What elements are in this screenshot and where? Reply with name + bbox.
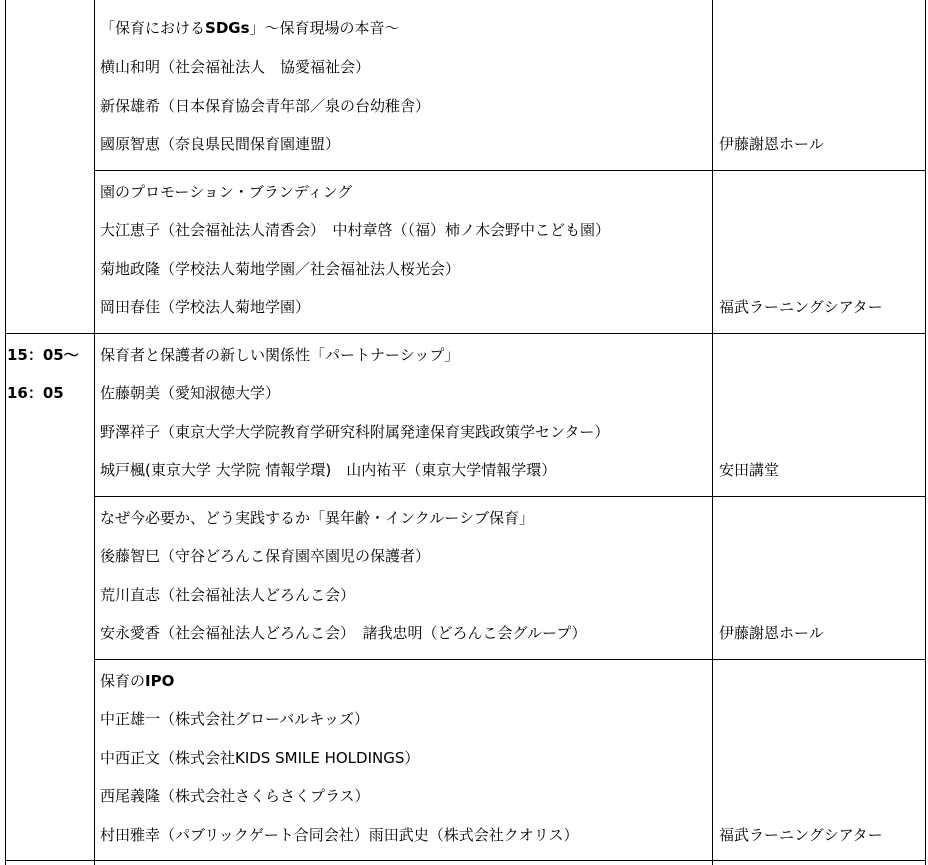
- time-end: 16：05: [7, 384, 64, 402]
- time-block-divider: [5, 333, 926, 334]
- speaker-line: 荒川直志（社会福祉法人どろんこ会）: [100, 586, 356, 604]
- session-title-bold: SDGs: [205, 19, 250, 37]
- venue-label: 安田講堂: [719, 461, 780, 479]
- speaker-line: 城戸楓(東京大学 大学院 情報学環) 山内祐平（東京大学情報学環）: [100, 461, 557, 479]
- table-divider-time: [94, 0, 95, 865]
- speaker-line: 國原智恵（奈良県民間保育園連盟）: [100, 135, 341, 153]
- session-title-prefix: 「保育における: [100, 19, 206, 37]
- speaker-line: 横山和明（社会福祉法人 協愛福祉会）: [100, 58, 371, 76]
- row-divider: [94, 496, 926, 497]
- speaker-line: 岡田春佳（学校法人菊地学園）: [100, 298, 311, 316]
- speaker-line: 中正雄一（株式会社グローバルキッズ）: [100, 710, 369, 728]
- session-title-bold: IPO: [145, 672, 175, 690]
- table-border-right: [925, 0, 926, 865]
- venue-label: 福武ラーニングシアター: [719, 298, 883, 316]
- session-title: なぜ今必要か、どう実践するか「異年齢・インクルーシブ保育」: [100, 509, 534, 527]
- session-title: 園のプロモーション・ブランディング: [100, 183, 353, 201]
- venue-label: 福武ラーニングシアター: [719, 826, 883, 844]
- speaker-line: 中西正文（株式会社KIDS SMILE HOLDINGS）: [100, 749, 420, 767]
- session-title: 保育者と保護者の新しい関係性「パートナーシップ」: [100, 346, 460, 364]
- table-divider-venue: [712, 0, 713, 865]
- speaker-line: 野澤祥子（東京大学大学院教育学研究科附属発達保育実践政策学センター）: [100, 423, 610, 441]
- venue-label: 伊藤謝恩ホール: [719, 624, 824, 642]
- speaker-line: 菊地政隆（学校法人菊地学園／社会福祉法人桜光会）: [100, 260, 461, 278]
- session-title-prefix: 保育の: [100, 672, 146, 690]
- session-title-suffix: 」～保育現場の本音～: [249, 19, 400, 37]
- table-border-left: [5, 0, 6, 865]
- row-divider: [94, 170, 926, 171]
- session-title: [100, 671, 174, 691]
- time-block-divider: [5, 860, 926, 861]
- row-divider: [94, 659, 926, 660]
- time-start: 15：05～: [7, 346, 79, 364]
- session-title: [100, 18, 400, 38]
- speaker-line: 佐藤朝美（愛知淑徳大学）: [100, 384, 281, 402]
- speaker-line: 安永愛香（社会福祉法人どろんこ会） 諸我忠明（どろんこ会グループ）: [100, 624, 587, 642]
- speaker-line: 西尾義隆（株式会社さくらさくプラス）: [100, 787, 370, 805]
- speaker-line: 新保雄希（日本保育協会青年部／泉の台幼稚舎）: [100, 97, 431, 115]
- speaker-line: 後藤智巳（守谷どろんこ保育園卒園児の保護者）: [100, 547, 431, 565]
- speaker-line: 大江恵子（社会福祉法人清香会） 中村章啓（（福）柿ノ木会野中こども園）: [100, 221, 611, 239]
- speaker-line: 村田雅幸（パブリックゲート合同会社）雨田武史（株式会社クオリス）: [100, 826, 579, 844]
- venue-label: 伊藤謝恩ホール: [719, 135, 824, 153]
